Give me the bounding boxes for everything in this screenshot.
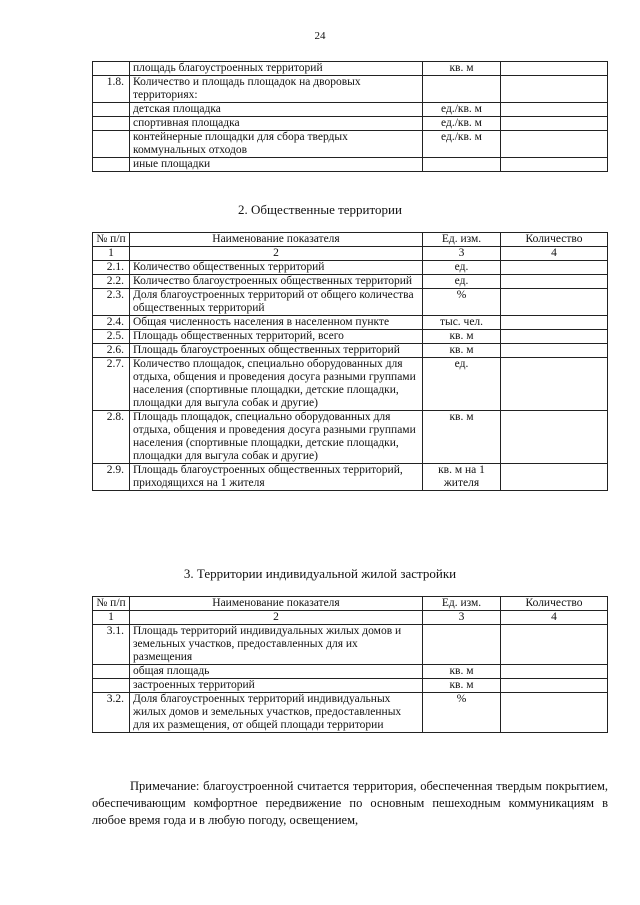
header-unit: Ед. изм.: [423, 233, 501, 247]
indicator-name-cell: иные площадки: [130, 158, 423, 172]
table-row: [93, 261, 608, 275]
unit-cell: тыс. чел.: [423, 316, 501, 330]
indicator-name-cell: Площадь общественных территорий, всего: [130, 330, 423, 344]
row-number-cell: [93, 665, 130, 679]
row-number-cell: 2.4.: [93, 316, 130, 330]
quantity-cell: [501, 344, 608, 358]
col-number: 3: [423, 247, 501, 261]
header-name: Наименование показателя: [130, 233, 423, 247]
quantity-cell: [501, 665, 608, 679]
indicator-name-cell: Количество общественных территорий: [130, 261, 423, 275]
table-row: [93, 330, 608, 344]
unit-cell: [423, 625, 501, 665]
row-number-cell: [93, 131, 130, 158]
unit-cell: %: [423, 693, 501, 733]
indicator-name-cell: Общая численность населения в населенном пункте: [130, 316, 423, 330]
col-number: 2: [130, 247, 423, 261]
row-number-cell: [93, 679, 130, 693]
table-row: [93, 464, 608, 491]
indicator-name-cell: Доля благоустроенных территорий от общего количества общественных территорий: [130, 289, 423, 316]
row-number-cell: 2.1.: [93, 261, 130, 275]
unit-cell: [423, 76, 501, 103]
row-number-cell: [93, 117, 130, 131]
indicator-name-cell: застроенных территорий: [130, 679, 423, 693]
quantity-cell: [501, 289, 608, 316]
row-number-cell: 2.5.: [93, 330, 130, 344]
quantity-cell: [501, 158, 608, 172]
row-number-cell: 2.7.: [93, 358, 130, 411]
row-number-cell: [93, 158, 130, 172]
unit-cell: кв. м: [423, 679, 501, 693]
row-number-cell: 1.8.: [93, 76, 130, 103]
row-number-cell: 2.6.: [93, 344, 130, 358]
table-row: [93, 665, 608, 679]
unit-cell: ед./кв. м: [423, 117, 501, 131]
quantity-cell: [501, 103, 608, 117]
table-row: [93, 693, 608, 733]
indicator-name-cell: Площадь территорий индивидуальных жилых домов и земельных участков, предоставленных для их размещения: [130, 625, 423, 665]
header-qty: Количество: [501, 233, 608, 247]
header-num: № п/п: [93, 597, 130, 611]
row-number-cell: [93, 103, 130, 117]
col-number: 2: [130, 611, 423, 625]
row-number-cell: 3.1.: [93, 625, 130, 665]
quantity-cell: [501, 679, 608, 693]
column-number-row: [93, 247, 608, 261]
unit-cell: [423, 158, 501, 172]
row-number-cell: 3.2.: [93, 693, 130, 733]
header-num: № п/п: [93, 233, 130, 247]
row-number-cell: 2.2.: [93, 275, 130, 289]
footnote-text: [92, 778, 608, 829]
unit-cell: ед./кв. м: [423, 131, 501, 158]
table-header-row: [93, 597, 608, 611]
col-number: 4: [501, 247, 608, 261]
table-row: [93, 358, 608, 411]
col-number: 1: [93, 247, 130, 261]
row-number-cell: [93, 62, 130, 76]
indicator-name-cell: Количество площадок, специально оборудованных для отдыха, общения и проведения досуга разными группами населения (спортивные площадки, детские площадки, площадки для выгула собак и другие): [130, 358, 423, 411]
section-2-title: 2. Общественные территории: [238, 202, 402, 217]
header-qty: Количество: [501, 597, 608, 611]
col-number: 4: [501, 611, 608, 625]
unit-cell: кв. м: [423, 665, 501, 679]
quantity-cell: [501, 411, 608, 464]
page-number: 24: [314, 30, 326, 42]
unit-cell: кв. м: [423, 344, 501, 358]
column-number-row: [93, 611, 608, 625]
table-public-territories: [92, 232, 608, 491]
header-unit: Ед. изм.: [423, 597, 501, 611]
quantity-cell: [501, 261, 608, 275]
indicator-name-cell: Площадь площадок, специально оборудованных для отдыха, общения и проведения досуга разными группами населения (спортивные площадки, детские площадки, площадки для выгула собак и другие): [130, 411, 423, 464]
table-row: [93, 117, 608, 131]
quantity-cell: [501, 625, 608, 665]
unit-cell: ед.: [423, 261, 501, 275]
row-number-cell: 2.3.: [93, 289, 130, 316]
indicator-name-cell: спортивная площадка: [130, 117, 423, 131]
indicator-name-cell: Площадь благоустроенных общественных территорий, приходящихся на 1 жителя: [130, 464, 423, 491]
table-row: [93, 679, 608, 693]
unit-cell: ед.: [423, 275, 501, 289]
table-row: [93, 76, 608, 103]
table-individual-housing: [92, 596, 608, 733]
quantity-cell: [501, 62, 608, 76]
unit-cell: %: [423, 289, 501, 316]
quantity-cell: [501, 76, 608, 103]
unit-cell: ед./кв. м: [423, 103, 501, 117]
table-row: [93, 62, 608, 76]
table-row: [93, 131, 608, 158]
table-row: [93, 316, 608, 330]
table-row: [93, 411, 608, 464]
table-row: [93, 625, 608, 665]
table-row: [93, 158, 608, 172]
quantity-cell: [501, 131, 608, 158]
quantity-cell: [501, 330, 608, 344]
table-row: [93, 275, 608, 289]
unit-cell: кв. м: [423, 411, 501, 464]
quantity-cell: [501, 117, 608, 131]
note-body: Примечание: благоустроенной считается территория, обеспеченная твердым покрытием, обеспечивающим комфортное передвижение по основным пешеходным коммуникациям в любое время года и в любую погоду, освещением,: [92, 779, 608, 827]
indicator-name-cell: Количество благоустроенных общественных территорий: [130, 275, 423, 289]
header-name: Наименование показателя: [130, 597, 423, 611]
quantity-cell: [501, 693, 608, 733]
unit-cell: кв. м на 1 жителя: [423, 464, 501, 491]
table-header-row: [93, 233, 608, 247]
indicator-name-cell: контейнерные площадки для сбора твердых коммунальных отходов: [130, 131, 423, 158]
indicator-name-cell: Доля благоустроенных территорий индивидуальных жилых домов и земельных участков, предоставленных для их размещения, от общей площади территории: [130, 693, 423, 733]
table-row: [93, 289, 608, 316]
indicator-name-cell: общая площадь: [130, 665, 423, 679]
row-number-cell: 2.9.: [93, 464, 130, 491]
indicator-name-cell: Количество и площадь площадок на дворовых территориях:: [130, 76, 423, 103]
quantity-cell: [501, 358, 608, 411]
indicator-name-cell: Площадь благоустроенных общественных территорий: [130, 344, 423, 358]
col-number: 1: [93, 611, 130, 625]
unit-cell: кв. м: [423, 62, 501, 76]
section-3-title: 3. Территории индивидуальной жилой застройки: [183, 566, 457, 581]
unit-cell: кв. м: [423, 330, 501, 344]
table-row: [93, 344, 608, 358]
table-row: [93, 103, 608, 117]
row-number-cell: 2.8.: [93, 411, 130, 464]
quantity-cell: [501, 275, 608, 289]
unit-cell: ед.: [423, 358, 501, 411]
indicator-name-cell: детская площадка: [130, 103, 423, 117]
col-number: 3: [423, 611, 501, 625]
table-courtyard-continuation: [92, 61, 608, 172]
indicator-name-cell: площадь благоустроенных территорий: [130, 62, 423, 76]
quantity-cell: [501, 316, 608, 330]
quantity-cell: [501, 464, 608, 491]
